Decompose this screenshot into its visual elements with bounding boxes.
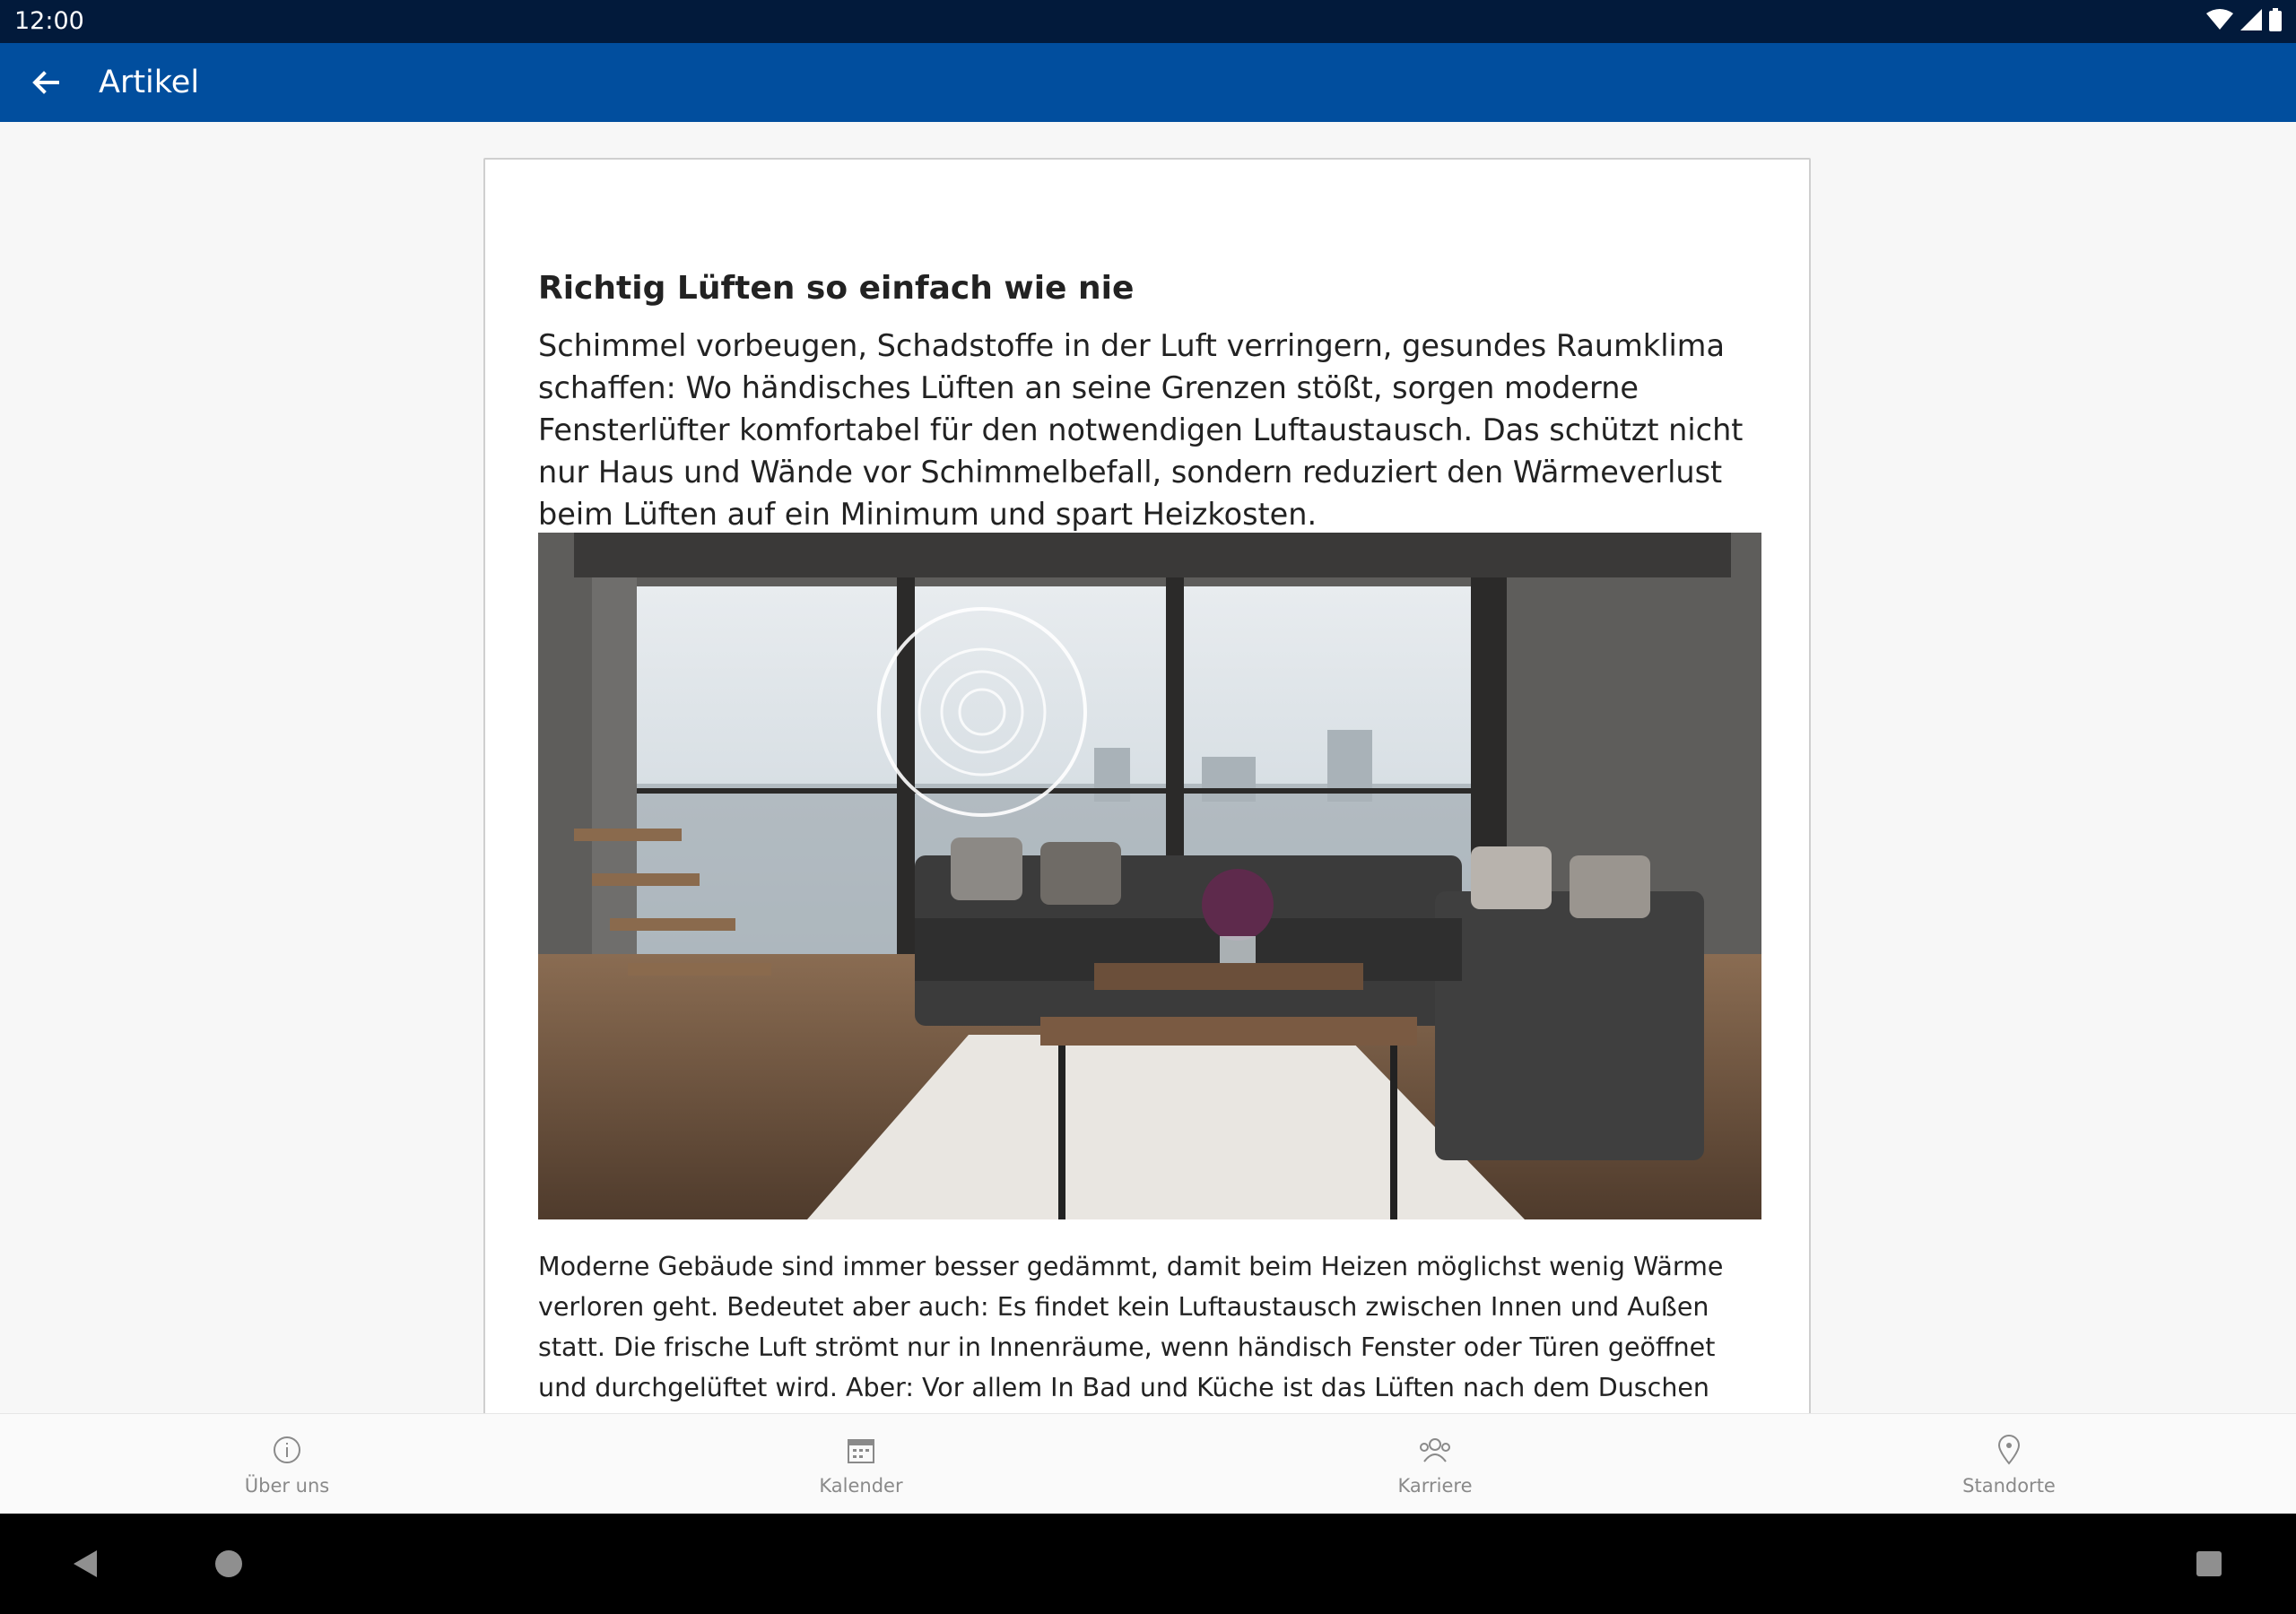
article-title: Richtig Lüften so einfach wie nie: [538, 270, 1135, 307]
living-room-illustration: [538, 533, 1761, 1219]
wifi-icon: [2206, 9, 2233, 35]
info-icon: [269, 1432, 305, 1468]
signal-icon: [2240, 9, 2262, 35]
status-bar: [0, 0, 2296, 43]
nav-item-standorte[interactable]: [1722, 1414, 2296, 1514]
nav-label: Karriere: [1397, 1475, 1473, 1497]
article-image: [538, 533, 1761, 1219]
bottom-navigation: [0, 1413, 2296, 1514]
battery-icon: [2269, 8, 2282, 36]
article-card: [483, 158, 1811, 1503]
people-icon: [1417, 1432, 1453, 1468]
nav-label: Standorte: [1962, 1475, 2056, 1497]
system-navigation-bar: [0, 1514, 2296, 1614]
nav-item-kalender[interactable]: [574, 1414, 1148, 1514]
calendar-icon: [843, 1432, 879, 1468]
nav-label: Über uns: [244, 1475, 330, 1497]
home-circle-icon[interactable]: [208, 1546, 249, 1582]
status-time: 12:00: [14, 7, 84, 35]
recents-square-icon[interactable]: [2188, 1546, 2230, 1582]
article-scroll-area[interactable]: [0, 122, 2296, 1413]
nav-label: Kalender: [819, 1475, 903, 1497]
back-triangle-icon[interactable]: [63, 1546, 108, 1582]
arrow-left-icon: [30, 68, 59, 101]
nav-item-ueber-uns[interactable]: [0, 1414, 574, 1514]
status-icons: [2206, 9, 2282, 34]
article-lead: Schimmel vorbeugen, Schadstoffe in der Luft verringern, gesundes Raumklima schaffen: Wo händisches Lüften an seine Grenzen stößt, sorgen moderne Fensterlüfter komfortabel für den notwendigen Luftaustausch. Das schützt nicht nur Haus und Wände vor Schimmelbefall, sondern reduziert den Wärmeverlust beim Lüften auf ein Minimum und spart Heizkosten.: [538, 328, 1744, 532]
app-bar: [0, 43, 2296, 122]
location-pin-icon: [1991, 1432, 2027, 1468]
nav-item-karriere[interactable]: [1148, 1414, 1722, 1514]
back-button[interactable]: [22, 61, 68, 108]
app-title: Artikel: [99, 65, 200, 100]
article-body: Moderne Gebäude sind immer besser gedämmt, damit beim Heizen möglichst wenig Wärme verloren geht. Bedeutet aber auch: Es findet kein Luftaustausch zwischen Innen und Außen statt. Die frische Luft strömt nur in Innenräume, wenn händisch Fenster oder Türen geöffnet und durchgelüftet wird. Aber: Vor allem In Bad und Küche ist das Lüften nach dem Duschen: [538, 1252, 1724, 1402]
